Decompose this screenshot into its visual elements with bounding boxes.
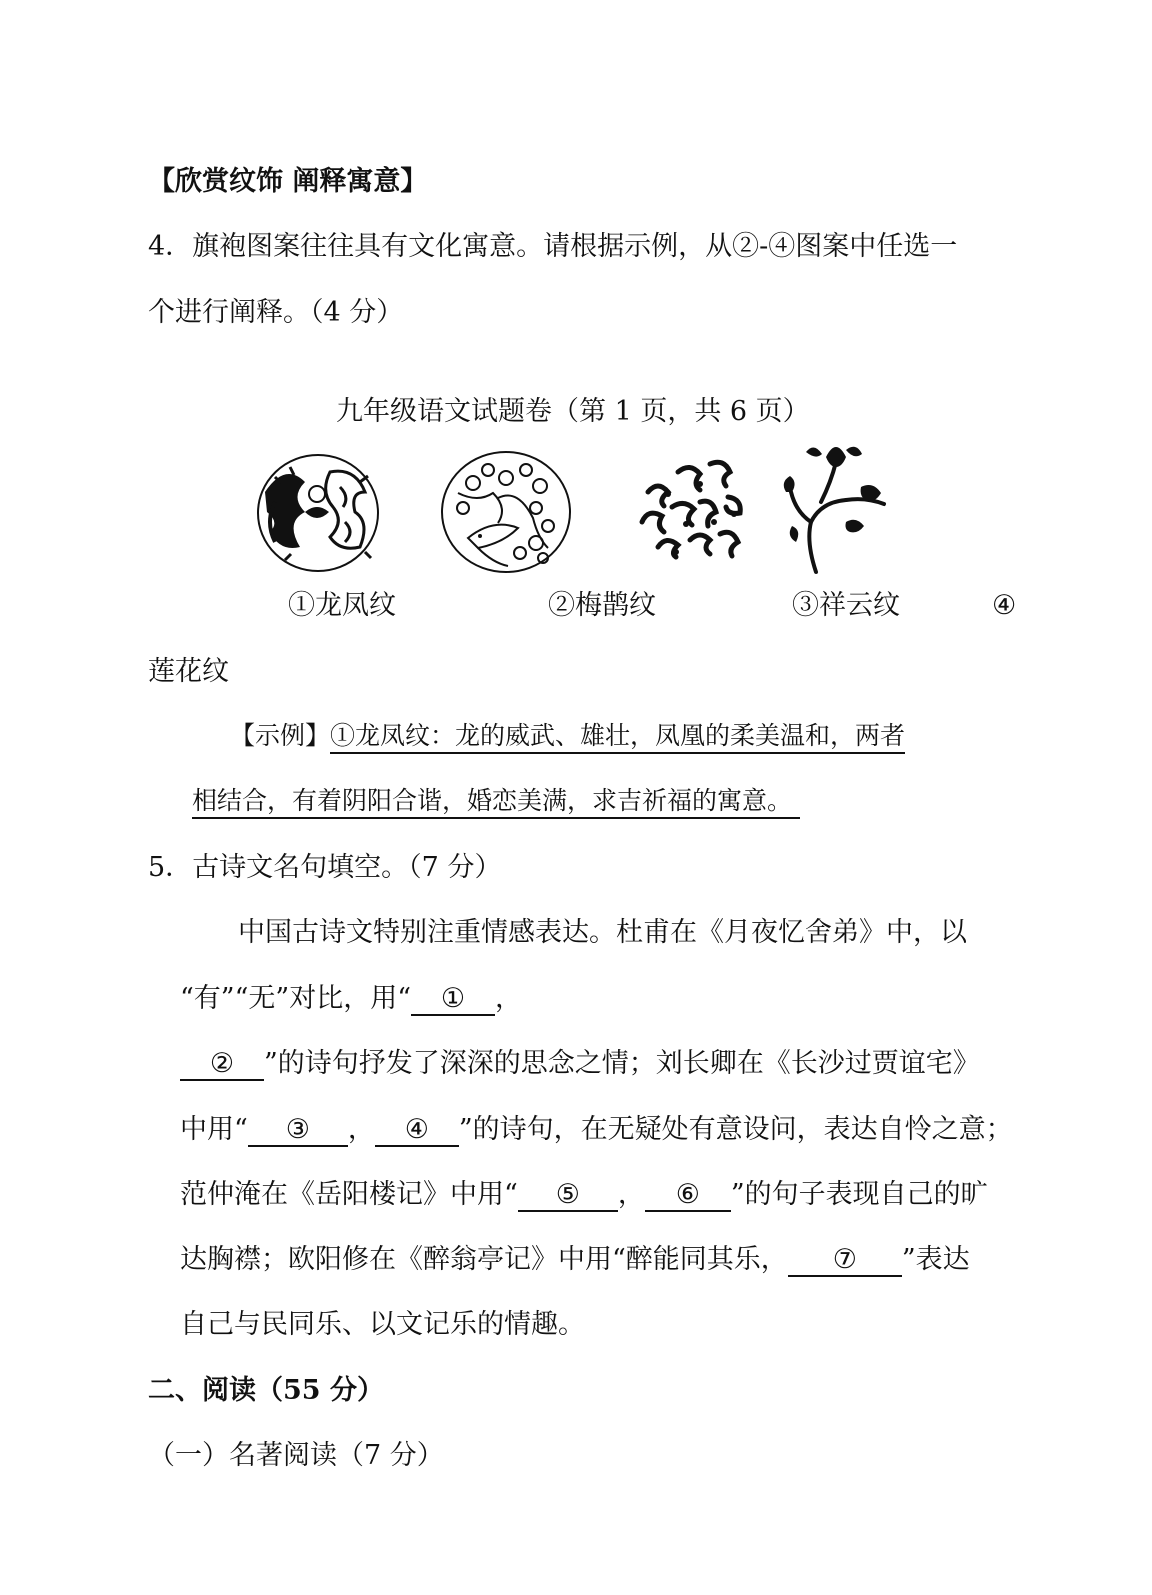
q5-line-4	[180, 1113, 1013, 1147]
auspicious-cloud-pattern-image	[628, 452, 756, 564]
blank-5[interactable]: ⑤	[518, 1180, 618, 1212]
q5-line-6-text-b: ”表达	[901, 1244, 970, 1275]
blank-6[interactable]: ⑥	[645, 1180, 731, 1212]
page-footer: 九年级语文试题卷（第 1 页，共 6 页）	[336, 396, 810, 427]
part-2-subheading: （一）名著阅读（7 分）	[148, 1440, 444, 1471]
blank-2[interactable]: ②	[180, 1049, 264, 1081]
example-label: 【示例】	[230, 721, 331, 750]
q4-line-1: 4．旗袍图案往往具有文化寓意。请根据示例，从②-④图案中任选一	[148, 231, 958, 262]
blank-4[interactable]: ④	[375, 1115, 459, 1147]
pattern-3-caption: ③祥云纹	[792, 590, 900, 621]
pattern-2-caption: ②梅鹊纹	[548, 590, 656, 621]
q5-line-3-text: ”的诗句抒发了深深的思念之情；刘长卿在《长沙过贾谊宅》	[264, 1048, 980, 1079]
q5-line-5-comma: ，	[617, 1179, 645, 1210]
lotus-pattern-image	[776, 432, 894, 576]
pattern-1-caption: ①龙凤纹	[288, 590, 396, 621]
example-text-2: 相结合，有着阴阳合谐，婚恋美满，求吉祈福的寓意。	[192, 786, 800, 819]
q5-line-4-text-a: 中用“	[180, 1114, 248, 1145]
section-heading: 【欣赏纹饰 阐释寓意】	[148, 166, 428, 197]
q5-line-4-comma: ，	[347, 1114, 375, 1145]
part-2-heading: 二、阅读（55 分）	[148, 1375, 384, 1406]
example-line-1	[230, 720, 905, 752]
q5-line-5-text-c: ”的句子表现自己的旷	[730, 1179, 988, 1210]
q4-line-2: 个进行阐释。（4 分）	[148, 297, 404, 328]
q5-line-2-comma: ，	[495, 983, 523, 1014]
q5-line-4-text-c: ”的诗句，在无疑处有意设问，表达自怜之意；	[458, 1114, 1013, 1145]
q5-line-5	[180, 1178, 988, 1212]
pattern-4-number: ④	[992, 590, 1017, 621]
blank-7[interactable]: ⑦	[788, 1245, 902, 1277]
q5-line-2-text: “有”“无”对比，用“	[180, 983, 412, 1014]
q5-line-3	[180, 1047, 980, 1081]
q5-line-7: 自己与民同乐、以文记乐的情趣。	[180, 1309, 585, 1340]
q5-line-6-text-a: 达胸襟；欧阳修在《醉翁亭记》中用“醉能同其乐，	[180, 1244, 788, 1275]
q5-line-5-text-a: 范仲淹在《岳阳楼记》中用“	[180, 1179, 518, 1210]
q5-line-6	[180, 1243, 970, 1277]
q5-title: 5．古诗文名句填空。（7 分）	[148, 852, 502, 883]
pattern-4-caption: 莲花纹	[148, 656, 229, 687]
dragon-phoenix-pattern-image	[245, 452, 391, 574]
blank-1[interactable]: ①	[411, 984, 495, 1016]
q5-line-2	[180, 982, 522, 1016]
example-line-2	[192, 785, 800, 817]
q5-line-1: 中国古诗文特别注重情感表达。杜甫在《月夜忆舍弟》中，以	[238, 917, 967, 948]
example-text-1: ①龙凤纹：龙的威武、雄壮，凤凰的柔美温和，两者	[330, 721, 905, 754]
blank-3[interactable]: ③	[248, 1115, 348, 1147]
plum-magpie-pattern-image	[438, 448, 574, 576]
